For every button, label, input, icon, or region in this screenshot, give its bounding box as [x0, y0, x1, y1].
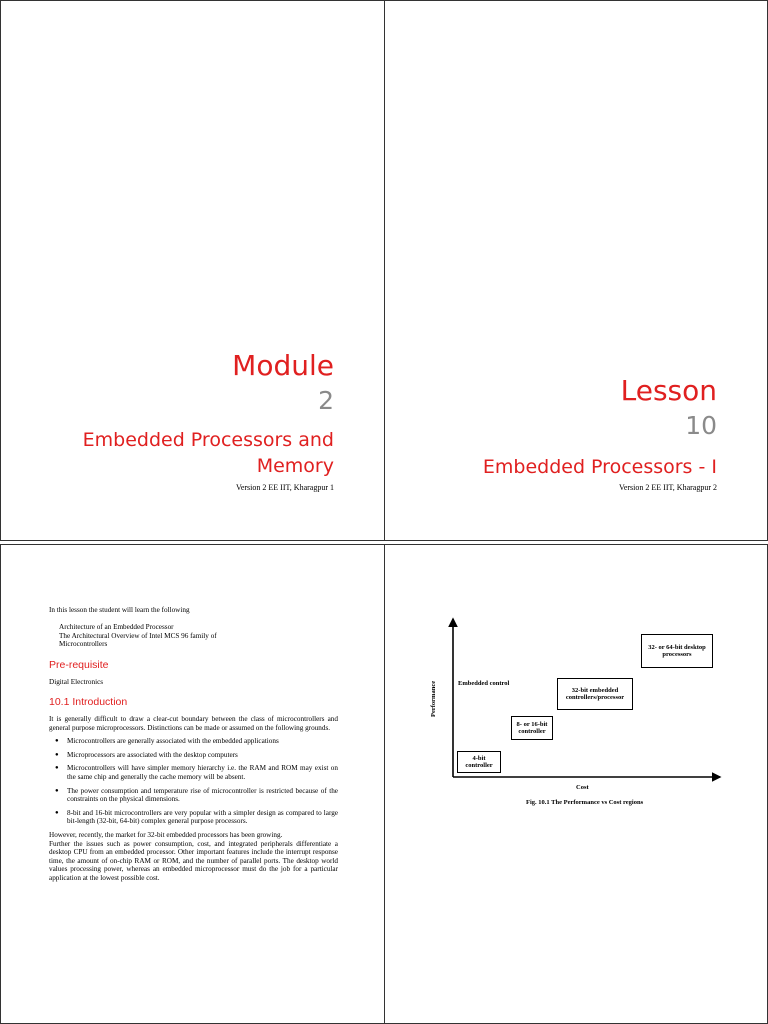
x-axis-label: Cost [576, 784, 589, 791]
page-footer: Version 2 EE IIT, Kharagpur 2 [618, 483, 717, 492]
bullet-list [49, 737, 338, 826]
page-footer: Version 2 EE IIT, Kharagpur 1 [235, 483, 334, 492]
lesson-title: Lesson [620, 374, 717, 407]
page-module-cover [0, 0, 385, 541]
chart-axes [385, 545, 768, 805]
bullet-item: ● Microcontrollers will have simpler memory hierarchy i.e. the RAM and ROM may exist on the same chip and generally the cache memory will be absent. [67, 764, 338, 781]
section-heading: 10.1 Introduction [49, 696, 128, 708]
figure-caption: Fig. 10.1 The Performance vs Cost regions [526, 799, 644, 806]
module-subtitle-line2: Memory [256, 455, 334, 477]
objectives-list [59, 623, 279, 649]
box-8-16bit-controller: 8- or 16-bit controller [511, 716, 553, 740]
embedded-control-label: Embedded control [458, 680, 510, 687]
module-number: 2 [318, 386, 334, 415]
lesson-number: 10 [685, 411, 717, 440]
box-4bit-controller: 4-bit controller [457, 751, 501, 773]
bullet-item: ● Microprocessors are associated with the desktop computers [67, 751, 338, 760]
y-axis-label: Performance [430, 680, 437, 717]
paragraph: However, recently, the market for 32-bit embedded processors has been growing. [49, 830, 283, 839]
prereq-heading: Pre-requisite [49, 659, 109, 671]
page-figure [384, 544, 768, 1024]
objective-item: Microcontrollers [59, 640, 108, 649]
bullet-item: ● Microcontrollers are generally associated with the embedded applications [67, 737, 338, 746]
box-32bit-embedded: 32-bit embedded controllers/processor [557, 678, 633, 710]
lesson-subtitle: Embedded Processors - I [482, 456, 717, 478]
paragraph: Further the issues such as power consumption, cost, and integrated peripherals differentiate a desktop CPU from an embedded processor. Other important features include the interrupt response time, the amount of on-chip RAM or ROM, and the number of parallel ports. The desktop world values processing power, whereas an embedded microprocessor must do the job for a particular application at the lowest possible cost. [49, 839, 338, 882]
objective-item: The Architectural Overview of Intel MCS 96 family of [59, 631, 217, 640]
section-body [49, 715, 338, 883]
page-lesson-cover [384, 0, 768, 541]
page-introduction [0, 544, 385, 1024]
intro-sentence: In this lesson the student will learn the following [49, 606, 190, 614]
bullet-item: ● The power consumption and temperature rise of microcontroller is restricted because of the constraints on the physical dimensions. [67, 787, 338, 804]
module-title: Module [232, 349, 334, 382]
module-subtitle [14, 427, 334, 479]
prereq-text: Digital Electronics [49, 678, 104, 686]
intro-paragraph: It is generally difficult to draw a clear-cut boundary between the class of microcontrollers and general purpose microprocessors. Distinctions can be made or assumed on the following grounds. [49, 715, 338, 732]
objective-item: Architecture of an Embedded Processor [59, 623, 174, 631]
module-subtitle-line1: Embedded Processors and [82, 429, 334, 451]
box-desktop-processors: 32- or 64-bit desktop processors [641, 634, 713, 668]
bullet-item: ● 8-bit and 16-bit microcontrollers are very popular with a simpler design as compared to large bit-length (32-bit, 64-bit) complex general purpose processors. [67, 809, 338, 826]
